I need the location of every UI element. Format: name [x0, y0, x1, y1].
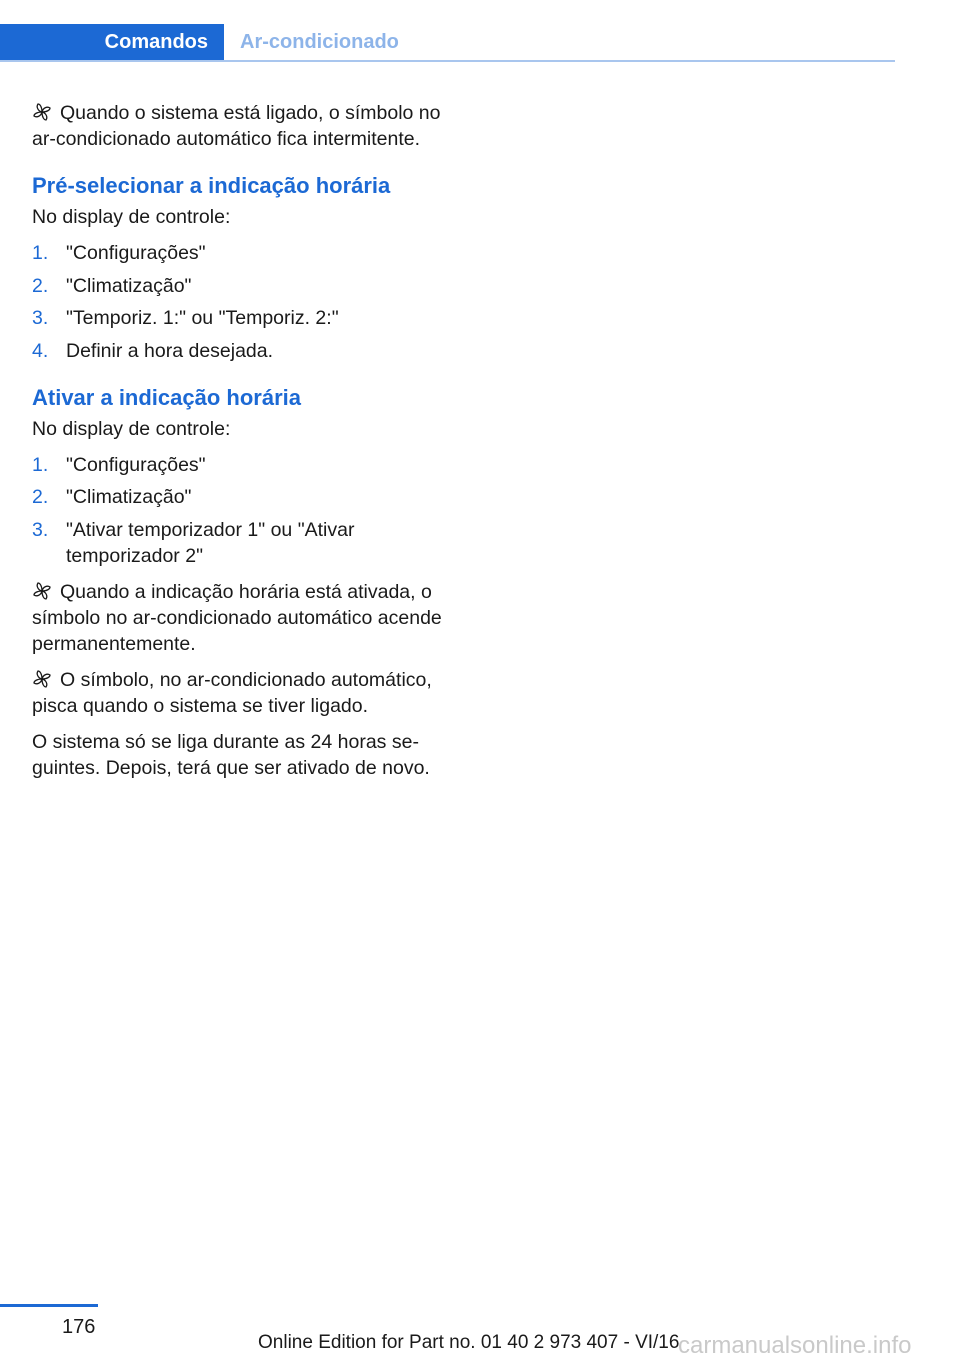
edition-note: Online Edition for Part no. 01 40 2 973 407 - VI/16	[258, 1332, 680, 1353]
list-text: "Configurações"	[66, 242, 206, 264]
list-number: 4.	[32, 339, 49, 362]
list-number: 2.	[32, 274, 49, 297]
fan-icon	[32, 102, 52, 122]
list-item	[32, 517, 452, 569]
list-text: "Configurações"	[66, 453, 206, 476]
paragraph-activated	[32, 579, 452, 657]
paragraph-text: Quando a indicação horária está ativada, o símbolo no ar-condicionado automático acende permanentemente.	[32, 580, 442, 655]
main-content	[32, 100, 452, 791]
page-number: 176	[62, 1316, 96, 1338]
list-item	[32, 240, 452, 266]
footer-rule	[0, 1304, 98, 1307]
page-header	[0, 24, 895, 62]
steps-list-activate	[32, 452, 452, 569]
list-text: "Climatização"	[66, 274, 192, 297]
paragraph-display-intro-2: No display de controle:	[32, 417, 231, 440]
list-item	[32, 338, 452, 364]
fan-icon	[32, 581, 52, 601]
list-item	[32, 484, 452, 510]
heading-preselect-time: Pré-selecionar a indicação horária	[32, 173, 391, 198]
list-number: 3.	[32, 518, 49, 541]
paragraph-text: O símbolo, no ar-condicionado automático, pisca quando o sistema se tiver ligado.	[32, 668, 432, 717]
list-number: 2.	[32, 486, 49, 508]
steps-list-preselect	[32, 240, 452, 364]
list-text: "Climatização"	[66, 486, 192, 508]
subsection-tab: Ar-condicionado	[240, 31, 399, 53]
paragraph-text: Quando o sistema está ligado, o símbolo no ar-condicionado automático fica intermitente.	[32, 102, 441, 150]
fan-icon	[32, 669, 52, 689]
paragraph-display-intro-1: No display de controle:	[32, 206, 231, 228]
section-tab: Comandos	[0, 24, 224, 61]
list-item	[32, 273, 452, 299]
list-text: "Temporiz. 1:" ou "Temporiz. 2:"	[66, 307, 339, 329]
list-text: "Ativar temporizador 1" ou "Ativar temporizador 2"	[66, 518, 355, 567]
list-number: 3.	[32, 307, 49, 329]
watermark: carmanualsonline.info	[678, 1332, 912, 1359]
list-number: 1.	[32, 453, 49, 476]
list-text: Definir a hora desejada.	[66, 339, 274, 362]
paragraph-system-on	[32, 100, 452, 152]
list-number: 1.	[32, 242, 49, 264]
heading-activate-time: Ativar a indicação horária	[32, 384, 301, 410]
paragraph-blinks	[32, 667, 452, 719]
list-item	[32, 452, 452, 478]
header-rule	[0, 60, 895, 62]
paragraph-24-hours: O sistema só se liga durante as 24 horas se-guintes. Depois, terá que ser ativado de novo.	[32, 730, 430, 779]
list-item	[32, 305, 452, 331]
